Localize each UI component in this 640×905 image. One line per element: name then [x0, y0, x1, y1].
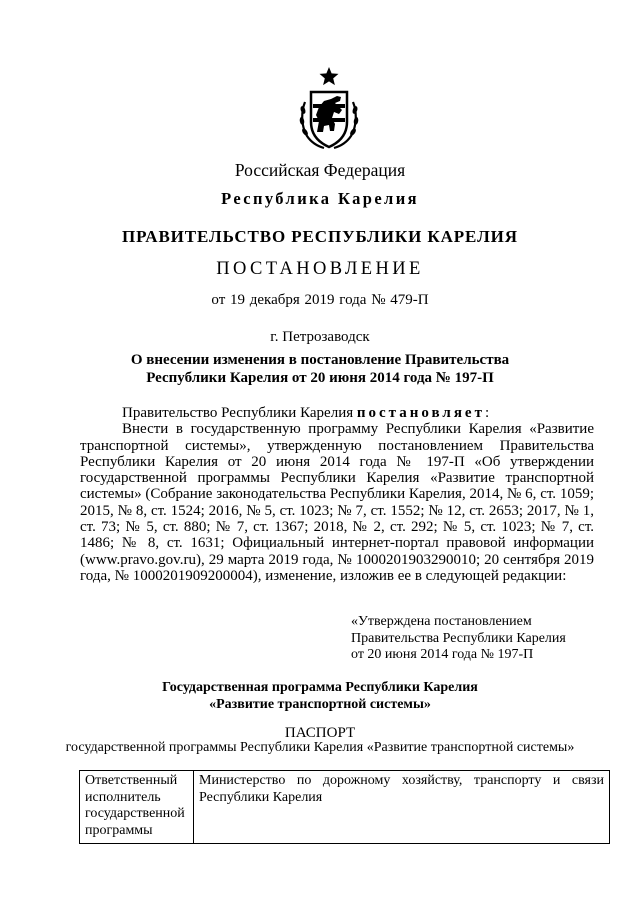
coat-of-arms-emblem: [297, 66, 361, 154]
lead-prefix: Правительство Республики Карелия: [122, 405, 357, 421]
passport-subheading: государственной программы Республики Карелия «Развитие транспортной системы»: [65, 740, 575, 755]
resolution-lead: [80, 405, 594, 421]
country-name: Российская Федерация: [234, 160, 406, 180]
document-type: ПОСТАНОВЛЕНИЕ: [216, 259, 424, 279]
approval-line: Правительства Республики Карелия: [351, 630, 566, 646]
document-city: г. Петрозаводск: [270, 329, 370, 345]
document-title-line: Республики Карелия от 20 июня 2014 года № 197-П: [146, 369, 494, 386]
program-title: [0, 680, 640, 713]
lead-keyword: постановляет: [356, 405, 485, 421]
program-title-line: Государственная программа Республики Карелия: [162, 680, 478, 695]
passport-heading: ПАСПОРТ: [284, 725, 356, 741]
table-cell-value: Министерство по дорожному хозяйству, транспорту и связи Республики Карелия: [194, 771, 610, 844]
table-row: [80, 771, 610, 844]
document-body: [80, 405, 594, 584]
approval-line: от 20 июня 2014 года № 197-П: [351, 647, 534, 662]
republic-name: Республика Карелия: [221, 189, 419, 208]
approval-stamp-text: [351, 614, 611, 664]
document-title: [0, 352, 640, 387]
passport-table: [79, 770, 610, 844]
government-name: ПРАВИТЕЛЬСТВО РЕСПУБЛИКИ КАРЕЛИЯ: [122, 227, 518, 246]
document-title-line: О внесении изменения в постановление Правительства: [130, 352, 510, 368]
approval-line: «Утверждена постановлением: [351, 614, 532, 629]
table-cell-label: Ответственный исполнитель государственной программы: [80, 771, 194, 844]
resolution-paragraph: Внести в государственную программу Республики Карелия «Развитие транспортной системы», утвержденную постановлением Правительства Республики Карелия от 20 июня 2014 года № 197-П «Об утверждении государственной программы Республики Карелия «Развитие транспортной системы» (Собрание законодательства Республики Карелия, 2014, № 6, ст. 1059; 2015, № 8, ст. 1524; 2016, № 5, ст. 1023; № 7, ст. 1552; № 12, ст. 2653; 2017, № 1, ст. 73; № 5, ст. 880; № 7, ст. 1367; 2018, № 2, ст. 292; № 5, ст. 1023; № 7, ст. 1486; № 8, ст. 1631; Официальный интернет-портал правовой информации (www.pravo.gov.ru), 29 марта 2019 года, № 1000201903290010; 20 сентября 2019 года, № 1000201909200004), изменение, изложив ее в следующей редакции:: [80, 421, 594, 584]
star-icon: [320, 67, 339, 85]
lead-suffix: :: [484, 405, 490, 421]
document-date: от 19 декабря 2019 года № 479-П: [211, 292, 429, 308]
program-title-line: «Развитие транспортной системы»: [209, 696, 431, 712]
